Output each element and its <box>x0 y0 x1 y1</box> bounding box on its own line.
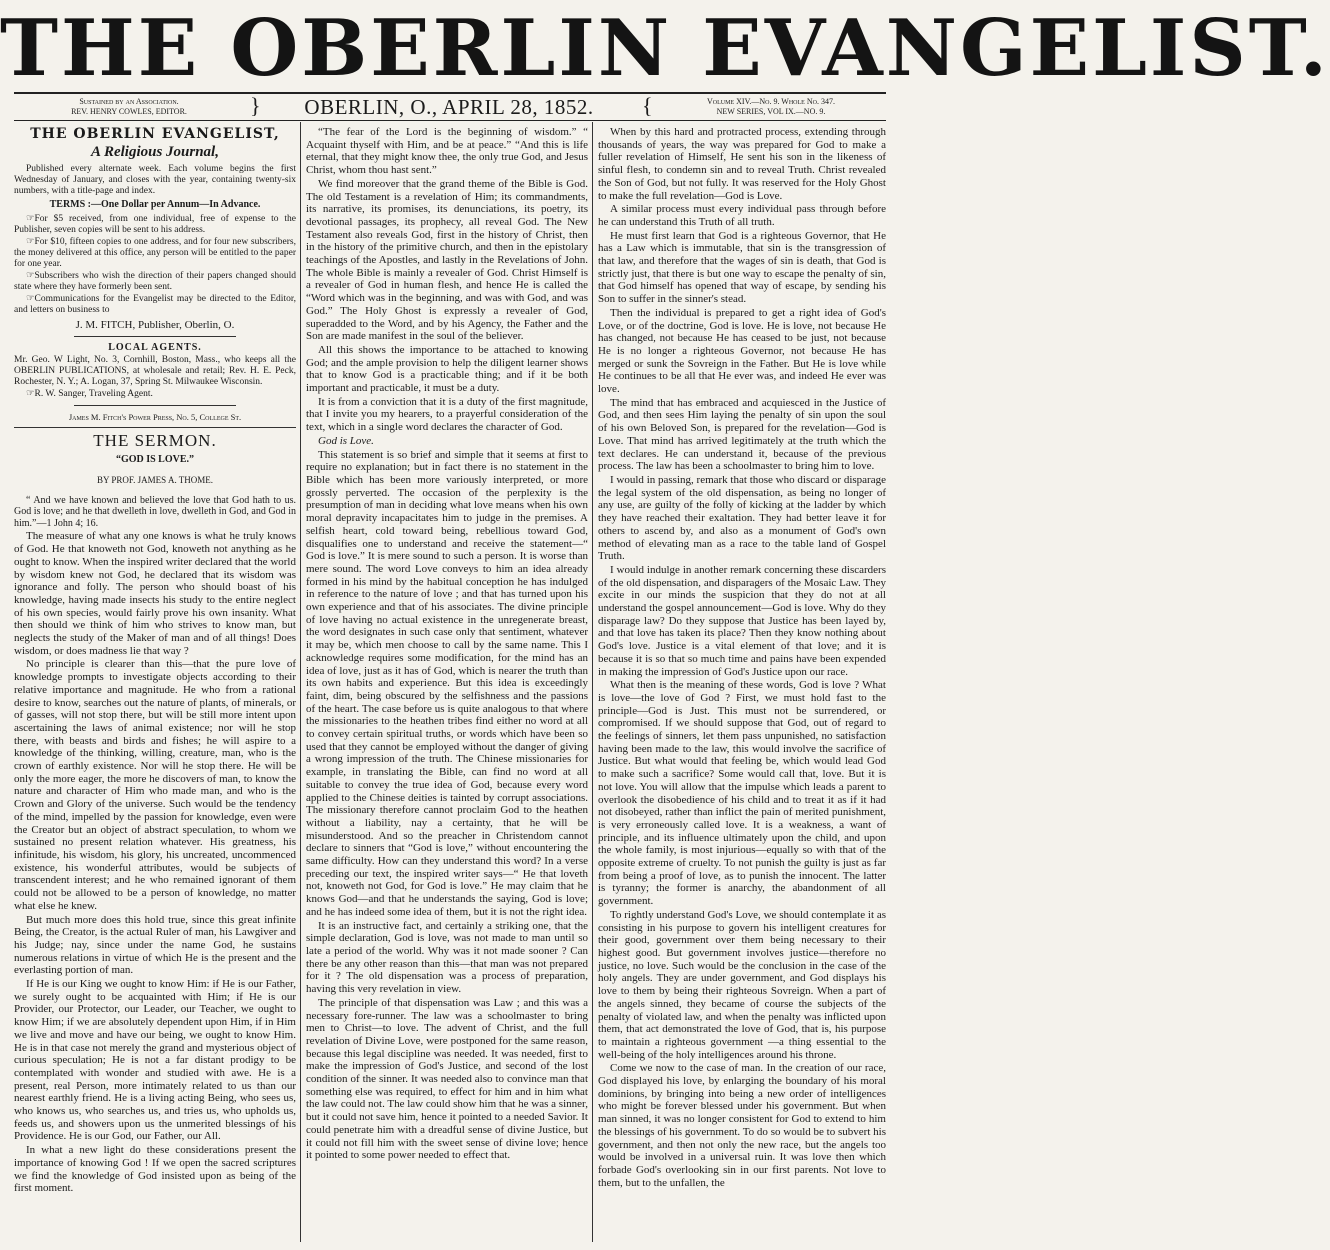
sermon-byline: BY PROF. JAMES A. THOME. <box>96 475 214 486</box>
masthead-title: THE OBERLIN EVANGELIST. <box>0 3 1330 94</box>
association-line: Sustained by an Association. <box>79 97 179 106</box>
divider <box>74 405 236 406</box>
paragraph: It is from a conviction that it is a duty of the first magnitude, that I invite you my hearers, to a prayerful consideration of the text, which in a single word declares the character of God. <box>306 395 588 434</box>
paragraph: I would in passing, remark that those who discard or disparage the legal system of the old dispensation, as being no longer of any use, are guilty of the folly of kicking at the ladder by which they have reached their exaltation. They had better leave it for others to ascend by, and also as a monument of God's own method of elevating man as a race to the table land of Gospel Truth. <box>598 473 886 563</box>
paragraph: No principle is clearer than this—that the pure love of knowledge prompts to investigate objects according to their relative importance and magnitude. He who from a rational desire to know, searches out the nature of plants, of minerals, or of gasses, will not stop there, but will be still more intent upon ascertaining the laws of animal existence; nor will he stop there, with beasts and birds and fishes; he will aspire to a knowledge of the thinking, willing, creature, man, who is the crown of earthly existence. Nor will he stop there. He will be only the more eager, the more he discovers of man, to know the nature and character of Him who made man, and who is the Crown and Glory of the universe. Such would be the tendency of the mind, impelled by the passion for knowledge, even were the Creator but an object of abstract speculation, to whom we sustained no present relation whatever. His greatness, his infinitude, his wisdom, his glory, his uncreated, uncommenced existence, his wonderful attributes, would be subjects of transcendent interest; and he who remained ignorant of them could not be allowed to be a person of knowledge, no matter what else he knew. <box>14 658 296 912</box>
paragraph: All this shows the importance to be attached to knowing God; and the ample provision to help the diligent learner shows that to know God is a practicable thing; and if it be both important and practicable, it must be a duty. <box>306 343 588 395</box>
paragraph: To rightly understand God's Love, we should contemplate it as consisting in his purpose to govern his intelligent creatures for their good, government over them being necessary to their highest good. But government involves justice—therefore no justice, no love. Such would be the conclusion in the case of the holy angels. They are under government, and God displays his love to them by being their righteous Sovreign. When a part of the angels sinned, they became of course the subjects of the penalty of violated law, and when the penalty was inflicted upon them, that act demonstrated the love of God, that is, his purpose to maintain a righteous government —a thing essential to the well-being of the holy intelligences around his throne. <box>598 908 886 1061</box>
publisher-line: J. M. FITCH, Publisher, Oberlin, O. <box>75 318 235 331</box>
notice-2: ☞For $10, fifteen copies to one address, and for four new subscribers, the money delivered at this office, any person will be entitled to the paper for one year. <box>14 236 296 269</box>
editor-line: REV. HENRY COWLES, EDITOR. <box>71 107 187 116</box>
sermon-heading: THE SERMON. <box>93 430 217 450</box>
paragraph: But much more does this hold true, since this great infinite Being, the Creator, is the actual Ruler of man, his Lawgiver and his Judge; nay, since under the name God, he sustains numerous relations in virtue of which He is the present and the everlasting portion of man. <box>14 913 296 977</box>
brace-right: { <box>642 93 653 118</box>
paragraph: The principle of that dispensation was Law ; and this was a necessary fore-runner. The law was a schoolmaster to bring men to Christ—to love. The advent of Christ, and the full revelation of Divine Love, were postponed for the same reason, because this legal discipline was needed. It was needed, first to make the impression of God's Justice, and second of the lost condition of the sinner. It was needed also to convince man that something else was required, to effect for him and in him what the law could not. The law could show him that he was a sinner, but it could not save him, hence it pointed to a needed Savior. It could penetrate him with a dreadful sense of divine Justice, but it could not fill him with the sweet sense of divine love; hence it pointed to some power needed to effect that. <box>306 996 588 1162</box>
paragraph: What then is the meaning of these words, God is love ? What is love—the love of God ? First, we must hold fast to the principle—God is Just. This must not be surrendered, or compromised. If we should suppose that God, out of regard to the feelings of sinners, let them pass unpunished, no satisfaction having been made to the law, this would involve the sacrifice of Justice. But what would that feeling be, which would lead God to make such a sacrifice? Some would call that, love. But it is not love. You will allow that the impulse which leads a parent to overlook the disobedience of his child and to treat it as if it had not disobeyed, rather than inflict the pain of merited punishment, is very erroneously called love. It is a weakness, a want of principle, and its influence ultimately upon the child, and upon the whole family, is most injurious—equally so with that of the opposite extreme of cruelty. To not punish the guilty is just as far from being a proof of love, as to punish the innocent. The latter is tyranny; the former is anarchy, the abandonment of all government. <box>598 679 886 908</box>
issue-date: OBERLIN, O., APRIL 28, 1852. <box>304 95 594 119</box>
masthead-rule <box>14 92 886 94</box>
dateline-left <box>14 97 244 117</box>
sermon-title: “GOD IS LOVE.” <box>115 453 195 465</box>
dateline <box>14 95 886 119</box>
paragraph: In what a new light do these considerations present the importance of knowing God ! If we open the sacred scriptures we find the knowledge of God insisted upon as being of the first moment. <box>14 1144 296 1195</box>
paragraph: This statement is so brief and simple that it seems at first to require no explanation; but in fact there is no statement in the Bible which has been more variously interpreted, or more grossly perverted. The occasion of the perplexity is the presumption of man in deciding what love means when his own moral depravity incapacitates him to judge in the premises. A selfish heart, cold toward being, rebellious toward God, disqualifies one to understand and receive the statement—“ God is love.” It is mere sound to such a person. It is worse than mere sound. The word Love conveys to him an idea already formed in his mind by the habitual conception he has indulged in reference to the nature of love ; and that has turned upon his own experience and that of his associates. The divine principle of love having no actual existence in the unregenerate breast, the word designates in such case only that sentiment, whatever it may be, which men choose to call by the same name. This I acknowledge requires some modification, for the mind has an idea of love, just as it has of God, which is nearer the truth than its own habits and experience. But this idea is exceedingly faint, dim, being obscured by the selfishness and the passions of the heart. The case before us is quite analogous to that where the missionaries to the heathen tribes find either no word at all to convey certain spiritual truths, or words which have been so used that they cannot be employed without the danger of giving a wrong impression of the truth. The Chinese missionaries for example, in translating the Bible, can find no word at all suitable to convey the true idea of God, because every word applied to the Chinese deities is tainted by corrupt associations. The missionary therefore cannot proclaim God to the heathen without a liability, nay a certainty, that he will be misunderstood. And so the preacher in Christendom cannot declare to sinners that “God is love,” without encountering the same difficulty. How can they understand this word? In a verse preceding our text, the inspired writer says—“ He that loveth not, knoweth not God, for God is love.” He may claim that he knows God—and that he understands the saying, God is love; and he has indeed some idea of them, but it is not the right idea. <box>306 448 588 918</box>
dateline-rule <box>14 120 886 121</box>
paragraph: A similar process must every individual pass through before he can understand this Truth of all truth. <box>598 203 886 228</box>
brace-left: } <box>250 93 261 118</box>
paragraph: Then the individual is prepared to get a right idea of God's Love, or of the doctrine, God is love. He is love, not because He has changed, not because He has ceased to be just, not because He is no longer a righteous Governor, not because He has merged or sunk the Sovreign in the Father. But He is love while He continues to be all that He ever was, and indeed He ever was love. <box>598 306 886 396</box>
paragraph: He must first learn that God is a righteous Governor, that He has a Law which is immutable, that sin is the transgression of that law, and therefore that the wages of sin is death, that God is strictly just, that there is but one way to escape the penalty of sin, that God himself has opened that way of escape, by sending his Son to suffer in the sinner's stead. <box>598 229 886 306</box>
paragraph: If He is our King we ought to know Him: if He is our Father, we surely ought to be acquainted with Him; if He is our Provider, our Protector, our Leader, our Teacher, we ought to know Him; if we are absolutely dependent upon Him, if in Him we live and move and have our being, we ought to know Him. He is in that case not merely the grand and mysterious object of curious speculation; He is not a far distant prodigy to be contemplated with wonder and studied with awe. He is a present, real Person, more intimately related to us than our nearest earthly friend. He is a living acting Being, who sees us, who knows us, who searches us, and tries us, who upholds us, feeds us, and showers upon us the unmerited blessings of his Providence. He is our God, our Father, our All. <box>14 978 296 1143</box>
series-line: NEW SERIES, VOL IX.—NO. 9. <box>716 107 826 116</box>
agents-list: Mr. Geo. W Light, No. 3, Cornhill, Boston, Mass., who keeps all the OBERLIN PUBLICATIONS, at wholesale and retail; Rev. H. E. Peck, Rochester, N. Y.; A. Logan, 37, Spring St. Milwaukee Wisconsin. <box>14 355 296 388</box>
column-1 <box>14 126 296 1241</box>
text-heading: God is Love. <box>318 434 374 447</box>
paragraph: It is an instructive fact, and certainly a striking one, that the simple declaration, God is love, was not made to man until so late a period of the world. Why was it not made sooner ? Can there be any other reason than this—that man was not prepared for it ? The old dispensation was a process of preparation, having this very revelation in view. <box>306 919 588 996</box>
traveling-agent: ☞R. W. Sanger, Traveling Agent. <box>26 389 153 400</box>
press-line: James M. Fitch's Power Press, No. 5, College St. <box>68 412 242 423</box>
dateline-right <box>656 97 886 117</box>
paper-name: THE OBERLIN EVANGELIST, <box>30 126 280 142</box>
terms-line: TERMS :—One Dollar per Annum—In Advance. <box>49 199 261 210</box>
column-2 <box>306 126 588 1241</box>
paragraph: The mind that has embraced and acquiesced in the Justice of God, and then sees Him laying the penalty of sin upon the soul of his own Beloved Son, is prepared for the revelation—God is Love. That mind has arrived legitimately at the truth which the text declares. He can understand it, because of the previous process. The law has been a schoolmaster to bring him to love. <box>598 396 886 473</box>
column-3 <box>598 126 886 1241</box>
agents-heading: LOCAL AGENTS. <box>108 342 202 354</box>
paragraph: Come we now to the case of man. In the creation of our race, God displayed his love, by enlarging the boundary of his moral dominions, by bringing into being a new order of intelligences who might be forever blessed under his government. But when man sinned, it was no longer consistent for God to extend to him the blessings of his government. To do so would be to subvert his government, and then not only the new race, but the angels too would be involved in a universal ruin. It was love then which forbade God's overlooking sin in our first parents. Not love to them, but to the unfallen, the <box>598 1062 886 1189</box>
divider <box>14 427 296 428</box>
column-divider-2 <box>592 122 593 1242</box>
paragraph: “The fear of the Lord is the beginning of wisdom.” “ Acquaint thyself with Him, and be at peace.” “And this is life eternal, that they might know thee, the only true God, and Jesus Christ, whom thou hast sent.” <box>306 126 588 177</box>
notice-3: ☞Subscribers who wish the direction of their papers changed should state where they have formerly been sent. <box>14 270 296 292</box>
paragraph: The measure of what any one knows is what he truly knows of God. He that knoweth not God, knoweth not anything as he ought to know. When the inspired writer declared that the world by wisdom knew not God, he declared that its wisdom was ignorance and folly. The person who should boast of his knowledge, having made insects his study to the entire neglect of his own species, would fairly prove his own insanity. What then should we think of him who strives to know man, but neglects the study of the Maker of man and of all things! Does wisdom, or does madness lie that way ? <box>14 530 296 657</box>
paragraph: We find moreover that the grand theme of the Bible is God. The old Testament is a revelation of Him; its commandments, its narrative, its promises, its denunciations, its poetry, its devotional passages, its prophecy, all reveal God. The New Testament also reveals God, first in the history of Christ, then in the history of the primitive church, and then in the epistolary teachings of the Apostles, and lastly in the Revelations of John. The whole Bible is mainly a revealer of God. Christ Himself is a revealer of God in human flesh, and hence He is called the “Word which was in the beginning, and was with God, and was God.” The Holy Ghost is expressly a revealer of God, superadded to the Word, and by his Agency, the Father and the Son are made manifest in the soul of the believer. <box>306 177 588 343</box>
column-divider-1 <box>300 122 301 1242</box>
epigraph: “ And we have known and believed the love that God hath to us. God is love; and he that dwelleth in love, dwelleth in God, and God in him.”—1 John 4; 16. <box>14 494 296 529</box>
volume-line: Volume XIV.—No. 9. Whole No. 347. <box>707 97 835 106</box>
notice-4: ☞Communications for the Evangelist may be directed to the Editor, and letters on business to <box>14 293 296 315</box>
paragraph: When by this hard and protracted process, extending through thousands of years, the way was prepared for God to make a fuller revelation of Himself, He sent his son in the likeness of sinful flesh, to condemn sin and to reveal Truth. Christ revealed the Son of God, but not fully. It was reserved for the Holy Ghost to make the full revelation—God is Love. <box>598 126 886 202</box>
notice-1: ☞For $5 received, from one individual, free of expense to the Publisher, seven copies will be sent to his address. <box>14 213 296 235</box>
divider <box>74 336 236 337</box>
paper-intro: Published every alternate week. Each volume begins the first Wednesday of January, and closes with the year, containing twenty-six numbers, with a title-page and index. <box>14 164 296 196</box>
paragraph: I would indulge in another remark concerning these discarders of the old dispensation, and disparagers of the Mosaic Law. They excite in our minds the suspicion that they do not at all understand the gospel announcement—God is love. Why do they disparage law? Do they suppose that Justice has been layed by, and that love has taken its place? Then they know nothing about God's love. Justice is a vital element of that love; and it is because it is so that so much time and pains have been expended in making the impression of God's Justice upon our race. <box>598 563 886 678</box>
journal-subtitle: A Religious Journal, <box>91 144 219 160</box>
